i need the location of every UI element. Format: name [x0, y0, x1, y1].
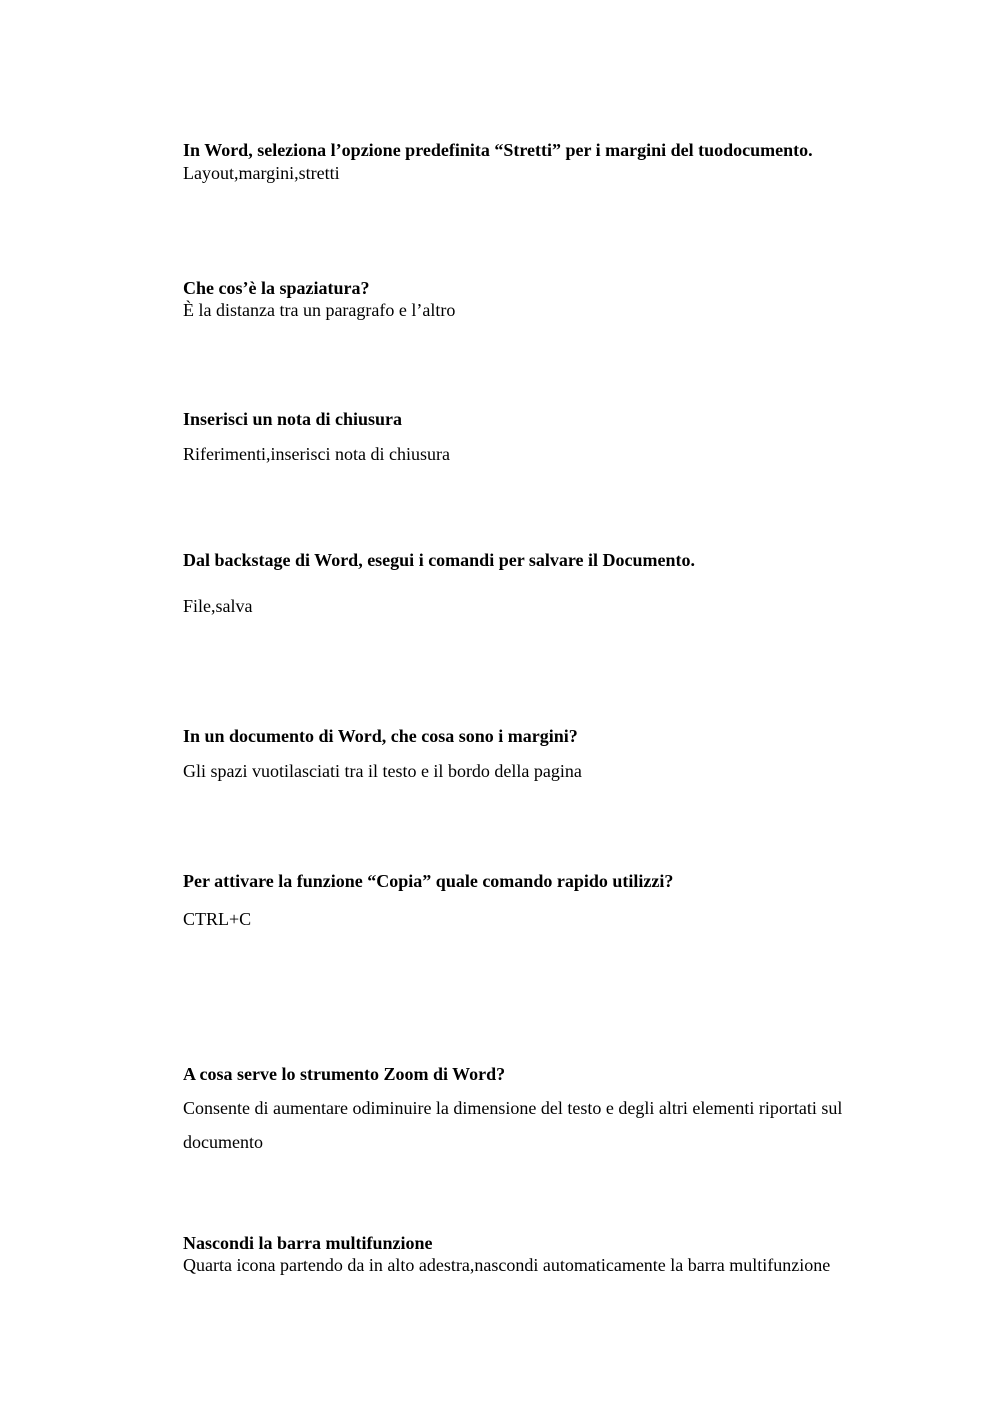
- answer-text: Riferimenti,inserisci nota di chiusura: [183, 444, 450, 464]
- question-text: Dal backstage di Word, esegui i comandi per salvare il Documento.: [183, 550, 696, 570]
- answer-text: File,salva: [183, 596, 253, 616]
- question-text: Nascondi la barra multifunzione: [183, 1233, 433, 1253]
- answer-text: CTRL+C: [183, 909, 252, 929]
- qa-item: [183, 549, 903, 617]
- question-text: In Word, seleziona l’opzione predefinita “Stretti” per i margini del tuodocumento.: [183, 140, 813, 160]
- qa-item: [183, 870, 903, 930]
- qa-item: [183, 408, 903, 465]
- answer-text: Quarta icona partendo da in alto adestra,nascondi automaticamente la barra multifunzione: [183, 1255, 831, 1275]
- answer-text: Layout,margini,stretti: [183, 163, 340, 183]
- question-text: A cosa serve lo strumento Zoom di Word?: [183, 1064, 506, 1084]
- qa-item: [183, 139, 903, 184]
- answer-text: Consente di aumentare odiminuire la dimensione del testo e degli altri elementi riportati sul documento: [183, 1098, 843, 1152]
- question-text: Per attivare la funzione “Copia” quale comando rapido utilizzi?: [183, 871, 674, 891]
- qa-item: [183, 277, 903, 321]
- qa-item: [183, 1232, 903, 1276]
- qa-item: [183, 1063, 903, 1159]
- qa-item: [183, 725, 903, 782]
- question-text: In un documento di Word, che cosa sono i margini?: [183, 726, 578, 746]
- answer-text: Gli spazi vuotilasciati tra il testo e il bordo della pagina: [183, 761, 582, 781]
- question-text: Che cos’è la spaziatura?: [183, 278, 370, 298]
- answer-text: È la distanza tra un paragrafo e l’altro: [183, 300, 456, 320]
- question-text: Inserisci un nota di chiusura: [183, 409, 403, 429]
